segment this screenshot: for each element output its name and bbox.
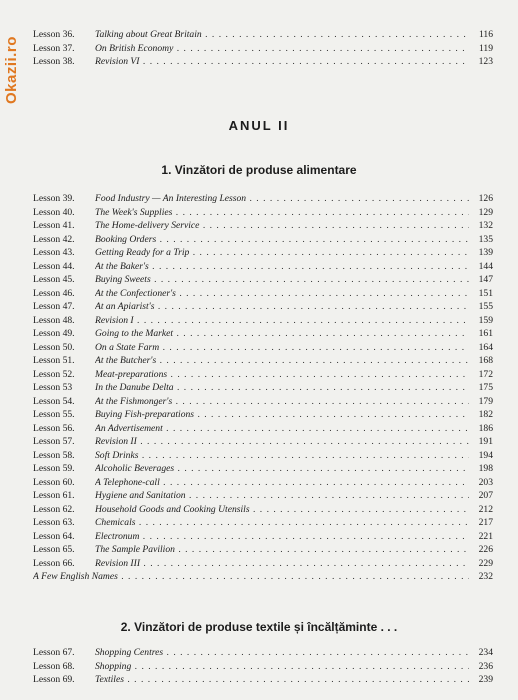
lesson-title: Textiles . . . [95, 673, 469, 687]
lesson-title: A Telephone-call . . . [95, 476, 469, 490]
lesson-title: Revision VI . . . [95, 55, 469, 69]
lesson-title: An Advertisement . . . [95, 422, 469, 436]
page-number: 151 [478, 287, 493, 299]
page-number: 221 [478, 530, 493, 542]
page-number: 229 [478, 557, 493, 569]
lesson-number: Lesson 41. [33, 220, 75, 231]
toc-entry [33, 489, 493, 503]
lesson-title: Talking about Great Britain . . . [95, 28, 469, 42]
lesson-title: Hygiene and Sanitation . . . [95, 489, 469, 503]
toc-entry [33, 206, 493, 220]
toc-entry [33, 503, 493, 517]
lesson-number: Lesson 50. [33, 341, 75, 353]
section-heading: 2. Vinzători de produse textile și încălțăminte . . . [120, 620, 398, 634]
page-number: 161 [478, 328, 493, 339]
lesson-title: Alcoholic Beverages . . . [95, 462, 469, 476]
lesson-number: Lesson 52. [33, 368, 75, 380]
page-number: 234 [478, 647, 493, 658]
lesson-number: Lesson 65. [33, 544, 75, 555]
lesson-number: Lesson 54. [33, 395, 75, 407]
page-number: 126 [478, 193, 493, 204]
lesson-number: Lesson 64. [33, 530, 75, 542]
page-number: 129 [478, 206, 493, 218]
toc-entry [33, 287, 493, 301]
lesson-title: At the Butcher's . . . [95, 354, 469, 368]
entry-title: A Few English Names . . . [33, 570, 469, 584]
lesson-title: Booking Orders . . . [95, 233, 469, 247]
page-number: 182 [478, 409, 493, 420]
toc-top-entries [33, 28, 493, 69]
lesson-number: Lesson 56. [33, 422, 75, 434]
lesson-number: Lesson 58. [33, 449, 75, 461]
lesson-number: Lesson 43. [33, 247, 75, 258]
toc-entry [33, 516, 493, 530]
lesson-title: Buying Sweets . . . [95, 273, 469, 287]
page-number: 239 [478, 674, 493, 685]
lesson-number: Lesson 51. [33, 355, 75, 366]
lesson-number: Lesson 66. [33, 557, 75, 569]
lesson-title: Electronum . . . [95, 530, 469, 544]
lesson-number: Lesson 62. [33, 503, 75, 515]
toc-entry [33, 646, 493, 660]
toc-entry [33, 435, 493, 449]
lesson-number: Lesson 39. [33, 193, 75, 204]
toc-entry [33, 476, 493, 490]
page-number: 232 [478, 571, 493, 582]
lesson-number: Lesson 69. [33, 674, 75, 685]
lesson-title: At the Baker's . . . [95, 260, 469, 274]
page-number: 172 [478, 368, 493, 380]
toc-entry [33, 42, 493, 56]
lesson-title: At the Confectioner's . . . [95, 287, 469, 301]
toc-entry [33, 462, 493, 476]
lesson-title: Buying Fish-preparations . . . [95, 408, 469, 422]
page-number: 198 [478, 463, 493, 474]
lesson-number: Lesson 40. [33, 206, 75, 218]
toc-entry [33, 395, 493, 409]
page-number: 175 [478, 382, 493, 393]
lesson-title: Getting Ready for a Trip . . . [95, 246, 469, 260]
toc-entry [33, 273, 493, 287]
lesson-number: Lesson 57. [33, 436, 75, 447]
toc-entry [33, 543, 493, 557]
toc-entry [33, 341, 493, 355]
toc-entry [33, 673, 493, 687]
page-number: 226 [478, 544, 493, 555]
lesson-title: At an Apiarist's . . . [95, 300, 469, 314]
lesson-title: Shopping Centres . . . [95, 646, 469, 660]
lesson-title: On a State Farm . . . [95, 341, 469, 355]
lesson-number: Lesson 60. [33, 476, 75, 488]
toc-entry-names [33, 570, 493, 584]
page-number: 155 [478, 301, 493, 312]
page-number: 135 [478, 233, 493, 245]
lesson-title: The Sample Pavilion . . . [95, 543, 469, 557]
lesson-title: At the Fishmonger's . . . [95, 395, 469, 409]
lesson-title: Shopping . . . [95, 660, 469, 674]
lesson-title: Meat-preparations . . . [95, 368, 469, 382]
lesson-number: Lesson 45. [33, 274, 75, 285]
lesson-title: On British Economy . . . [95, 42, 469, 56]
page-number: 236 [478, 660, 493, 672]
lesson-number: Lesson 44. [33, 260, 75, 272]
page-number: 123 [478, 56, 493, 67]
lesson-number: Lesson 49. [33, 328, 75, 339]
toc-entry [33, 660, 493, 674]
page-number: 164 [478, 341, 493, 353]
lesson-number: Lesson 68. [33, 660, 75, 672]
lesson-number: Lesson 59. [33, 463, 75, 474]
toc-entry [33, 327, 493, 341]
toc-entry [33, 422, 493, 436]
toc-entry [33, 28, 493, 42]
lesson-title: In the Danube Delta . . . [95, 381, 469, 395]
page-number: 186 [478, 422, 493, 434]
page-number: 139 [478, 247, 493, 258]
toc-entry [33, 55, 493, 69]
lesson-title: Revision I . . . [95, 314, 469, 328]
lesson-title: The Home-delivery Service . . . [95, 219, 469, 233]
page-number: 147 [478, 274, 493, 285]
lesson-number: Lesson 61. [33, 490, 75, 501]
year-heading: ANUL II [228, 118, 290, 133]
page-number: 168 [478, 355, 493, 366]
toc-entry [33, 557, 493, 571]
page-number: 217 [478, 517, 493, 528]
page-number: 132 [478, 220, 493, 231]
page-number: 194 [478, 449, 493, 461]
toc-entry [33, 246, 493, 260]
toc-entry [33, 219, 493, 233]
lesson-number: Lesson 53 [33, 382, 73, 393]
lesson-number: Lesson 36. [33, 29, 75, 40]
toc-section-1 [33, 192, 493, 584]
lesson-title: The Week's Supplies . . . [95, 206, 469, 220]
page-number: 116 [478, 29, 493, 40]
page-number: 159 [478, 314, 493, 326]
toc-entry [33, 354, 493, 368]
lesson-number: Lesson 38. [33, 56, 75, 67]
lesson-title: Food Industry — An Interesting Lesson . . . [95, 192, 469, 206]
toc-entry [33, 381, 493, 395]
toc-entry [33, 449, 493, 463]
lesson-title: Revision III . . . [95, 557, 469, 571]
page-number: 119 [478, 42, 493, 54]
page-number: 212 [478, 503, 493, 515]
lesson-number: Lesson 55. [33, 409, 75, 420]
toc-entry [33, 192, 493, 206]
page-number: 179 [478, 395, 493, 407]
lesson-title: Revision II . . . [95, 435, 469, 449]
toc-entry [33, 368, 493, 382]
page-number: 207 [478, 490, 493, 501]
section-heading: 1. Vinzători de produse alimentare [161, 163, 357, 177]
lesson-title: Soft Drinks . . . [95, 449, 469, 463]
lesson-number: Lesson 67. [33, 647, 75, 658]
lesson-number: Lesson 47. [33, 301, 75, 312]
lesson-title: Going to the Market . . . [95, 327, 469, 341]
toc-entry [33, 300, 493, 314]
toc-entry [33, 233, 493, 247]
lesson-number: Lesson 42. [33, 233, 75, 245]
watermark-logo: Okazii.ro [3, 36, 20, 104]
lesson-title: Chemicals . . . [95, 516, 469, 530]
lesson-number: Lesson 48. [33, 314, 75, 326]
lesson-title: Household Goods and Cooking Utensils . . . [95, 503, 469, 517]
toc-section-2 [33, 646, 493, 687]
toc-entry [33, 408, 493, 422]
lesson-number: Lesson 63. [33, 517, 75, 528]
page-number: 144 [478, 260, 493, 272]
toc-entry [33, 530, 493, 544]
toc-entry [33, 314, 493, 328]
page-number: 191 [478, 436, 493, 447]
page-number: 203 [478, 476, 493, 488]
lesson-number: Lesson 46. [33, 287, 75, 299]
lesson-number: Lesson 37. [33, 42, 75, 54]
toc-entry [33, 260, 493, 274]
